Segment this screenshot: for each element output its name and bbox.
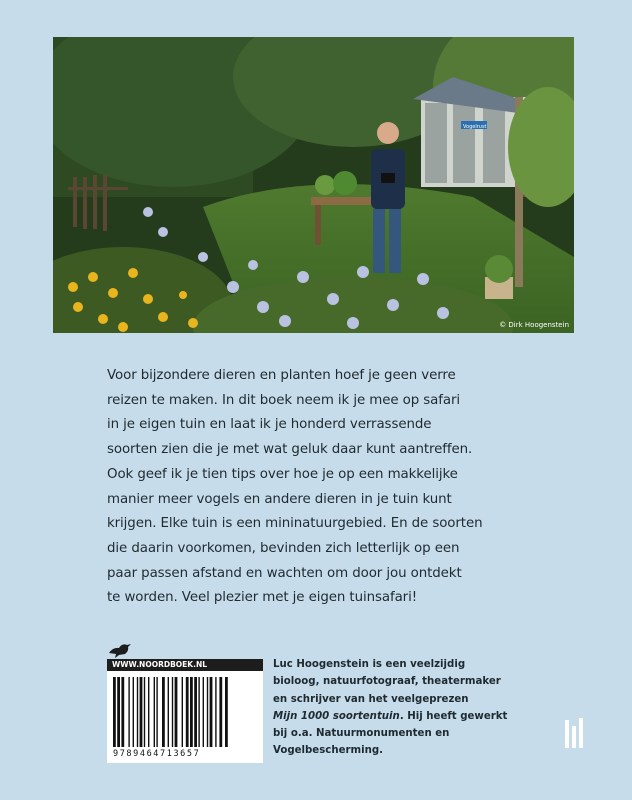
barcode-block	[107, 641, 263, 763]
barcode-bar	[207, 677, 208, 747]
author-bio	[273, 656, 523, 760]
barcode-bar	[162, 677, 165, 747]
barcode-bar	[148, 677, 149, 747]
bio-line: Luc Hoogenstein is een veelzijdig	[273, 659, 466, 670]
barcode-bar	[175, 677, 178, 747]
barcode-bar	[203, 677, 204, 747]
photo-credit: © Dirk Hoogenstein	[499, 321, 569, 329]
bio-line: en schrijver van het veelgeprezen	[273, 693, 469, 705]
blurb-line: Voor bijzondere dieren en planten hoef je geen verre	[107, 368, 456, 383]
barcode-bar	[140, 677, 143, 747]
barcode-bar	[133, 677, 134, 747]
blurb-line: manier meer vogels en andere dieren in je tuin kunt	[107, 491, 452, 507]
barcode-bar	[156, 677, 157, 747]
publisher-logo-icon	[563, 716, 585, 750]
barcode-bar	[121, 677, 124, 747]
barcode-bar	[198, 677, 199, 747]
barcode-bars	[113, 677, 257, 747]
bio-line: Vogelbescherming.	[273, 745, 384, 757]
back-cover-blurb	[107, 364, 547, 611]
garden-photo-illustration	[53, 37, 574, 333]
barcode-bar	[113, 677, 116, 747]
bio-line: . Hij heeft gewerkt	[399, 710, 508, 722]
blurb-line: krijgen. Elke tuin is een mininatuurgebied. En de soorten	[107, 516, 483, 532]
blurb-line: soorten zien die je met wat geluk daar kunt aantreffen.	[107, 442, 473, 458]
blurb-line: paar passen afstand en wachten om door jou ontdekt	[107, 565, 462, 581]
barcode-bar	[194, 677, 197, 747]
isbn-number: 9789464713657	[113, 749, 201, 759]
publisher-website: WWW.NOORDBOEK.NL	[107, 659, 263, 671]
barcode-bar	[225, 677, 228, 747]
barcode-bar	[172, 677, 173, 747]
barcode-bar	[128, 677, 129, 747]
blurb-line: te worden. Veel plezier met je eigen tuinsafari!	[107, 590, 417, 606]
blurb-line: in je eigen tuin en laat ik je honderd verrassende	[107, 417, 432, 433]
shed-sign: Vogelrust	[463, 124, 487, 130]
barcode-bar	[190, 677, 193, 747]
barcode-bar	[154, 677, 155, 747]
barcode-bar	[168, 677, 169, 747]
barcode-bar	[215, 677, 216, 747]
barcode-bar	[186, 677, 189, 747]
isbn-barcode	[107, 671, 263, 763]
blurb-line: reizen te maken. In dit boek neem ik je mee op safari	[107, 392, 461, 408]
barcode-bar	[144, 677, 145, 747]
bird-logo-icon	[107, 641, 135, 659]
barcode-bar	[219, 677, 222, 747]
blurb-line: Ook geef ik je tien tips over hoe je op een makkelijke	[107, 466, 458, 482]
bio-line: bioloog, natuurfotograaf, theatermaker	[273, 676, 501, 688]
barcode-bar	[117, 677, 120, 747]
blurb-line: die daarin voorkomen, bevinden zich letterlijk op een	[107, 540, 460, 556]
cover-photo	[53, 37, 574, 333]
barcode-bar	[210, 677, 213, 747]
bio-line: bij o.a. Natuurmonumenten en	[273, 728, 450, 740]
barcode-bar	[182, 677, 183, 747]
book-title: Mijn 1000 soortentuin	[273, 710, 400, 722]
barcode-bar	[137, 677, 138, 747]
